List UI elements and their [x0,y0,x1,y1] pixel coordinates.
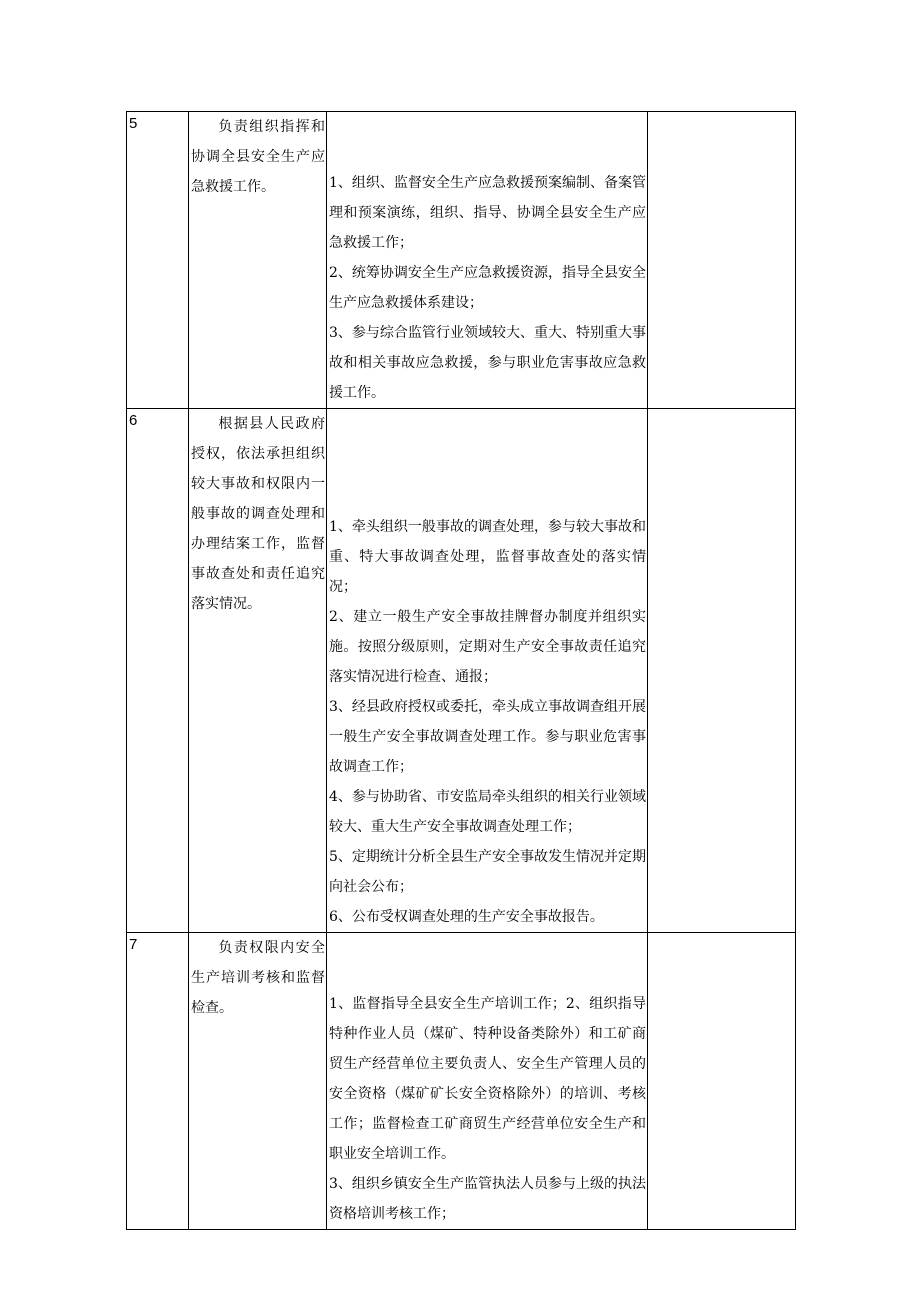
responsibility-text: 根据县人民政府授权，依法承担组织较大事故和权限内一般事故的调查处理和办理结案工作，监督事故查处和责任追究落实情况。 [191,416,325,612]
table-row [127,112,796,409]
task-item: 1、监督指导全县安全生产培训工作；2、组织指导特种作业人员（煤矿、特种设备类除外）和工矿商贸生产经营单位主要负责人、安全生产管理人员的安全资格（煤矿矿长安全资格除外）的培训、考核工作；监督检查工矿商贸生产经营单位安全生产和职业安全培训工作。 [329,996,646,1162]
task-item: 3、参与综合监管行业领域较大、重大、特别重大事故和相关事故应急救援，参与职业危害事故应急救援工作。 [329,325,646,401]
task-item: 3、经县政府授权或委托，牵头成立事故调查组开展一般生产安全事故调查处理工作。参与职业危害事故调查工作； [329,699,646,775]
task-item: 2、建立一般生产安全事故挂牌督办制度并组织实施。按照分级原则，定期对生产安全事故责任追究落实情况进行检查、通报； [329,609,646,685]
responsibility-cell [189,409,327,933]
responsibility-text: 负责权限内安全生产培训考核和监督检查。 [191,940,325,1016]
task-cell [327,409,648,933]
task-cell [327,933,648,1230]
task-item: 3、组织乡镇安全生产监管执法人员参与上级的执法资格培训考核工作； [329,1176,646,1222]
task-item: 2、统筹协调安全生产应急救援资源，指导全县安全生产应急救援体系建设； [329,265,646,311]
duty-table [126,111,796,1230]
table-row [127,933,796,1230]
task-item: 4、参与协助省、市安监局牵头组织的相关行业领域较大、重大生产安全事故调查处理工作； [329,789,646,835]
responsibility-cell [189,933,327,1230]
responsibility-cell [189,112,327,409]
task-item: 1、牵头组织一般事故的调查处理，参与较大事故和重、特大事故调查处理，监督事故查处的落实情况； [329,519,646,595]
table-row [127,409,796,933]
note-cell [648,112,796,409]
note-cell [648,933,796,1230]
row-number: 5 [127,112,189,409]
task-item: 5、定期统计分析全县生产安全事故发生情况并定期向社会公布； [329,849,646,895]
responsibility-text: 负责组织指挥和协调全县安全生产应急救援工作。 [191,119,325,195]
task-cell [327,112,648,409]
row-number: 6 [127,409,189,933]
task-item: 1、组织、监督安全生产应急救援预案编制、备案管理和预案演练，组织、指导、协调全县安全生产应急救援工作； [329,175,646,251]
row-number: 7 [127,933,189,1230]
note-cell [648,409,796,933]
task-item: 6、公布受权调查处理的生产安全事故报告。 [329,909,604,925]
